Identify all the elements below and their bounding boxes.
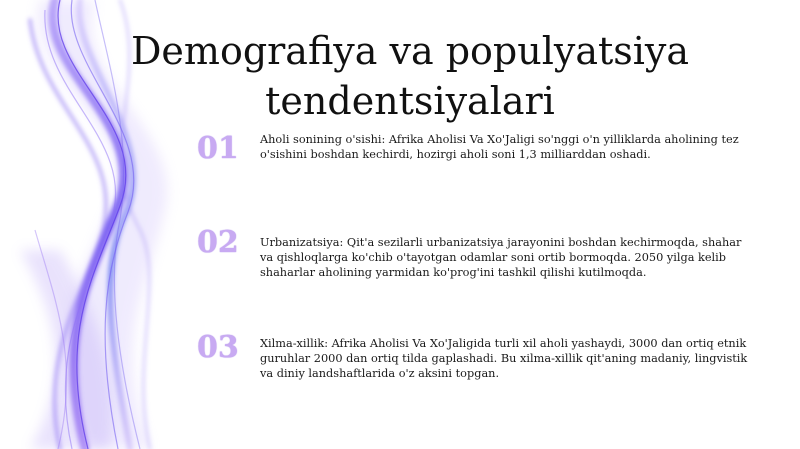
item-number: 02 (197, 225, 239, 260)
slide-title: Demografiya va populyatsiya tendentsiyalari (130, 29, 690, 123)
item-number: 03 (197, 330, 239, 365)
item-number: 01 (197, 131, 239, 166)
item-text: Urbanizatsiya: Qit'a sezilarli urbanizatsiya jarayonini boshdan kechirmoqda, shahar va qishloqlarga ko'chib o'tayotgan odamlar soni ortib bormoqda. 2050 yilga kelib shaharlar aholining yarmidan ko'prog'ini tashkil qilishi kutilmoqda. (260, 236, 742, 279)
item-text: Aholi sonining o'sishi: Afrika Aholisi Va Xo'Jaligi so'nggi o'n yilliklarda aholining tez o'sishini boshdan kechirdi, hozirgi aholi soni 1,3 milliarddan oshadi. (260, 133, 739, 161)
item-text: Xilma-xillik: Afrika Aholisi Va Xo'Jaligida turli xil aholi yashaydi, 3000 dan ortiq etnik guruhlar 2000 dan ortiq tilda gaplashadi. Bu xilma-xillik qit'aning madaniy, lingvistik va diniy landshaftlarida o'z aksini topgan. (260, 337, 748, 380)
